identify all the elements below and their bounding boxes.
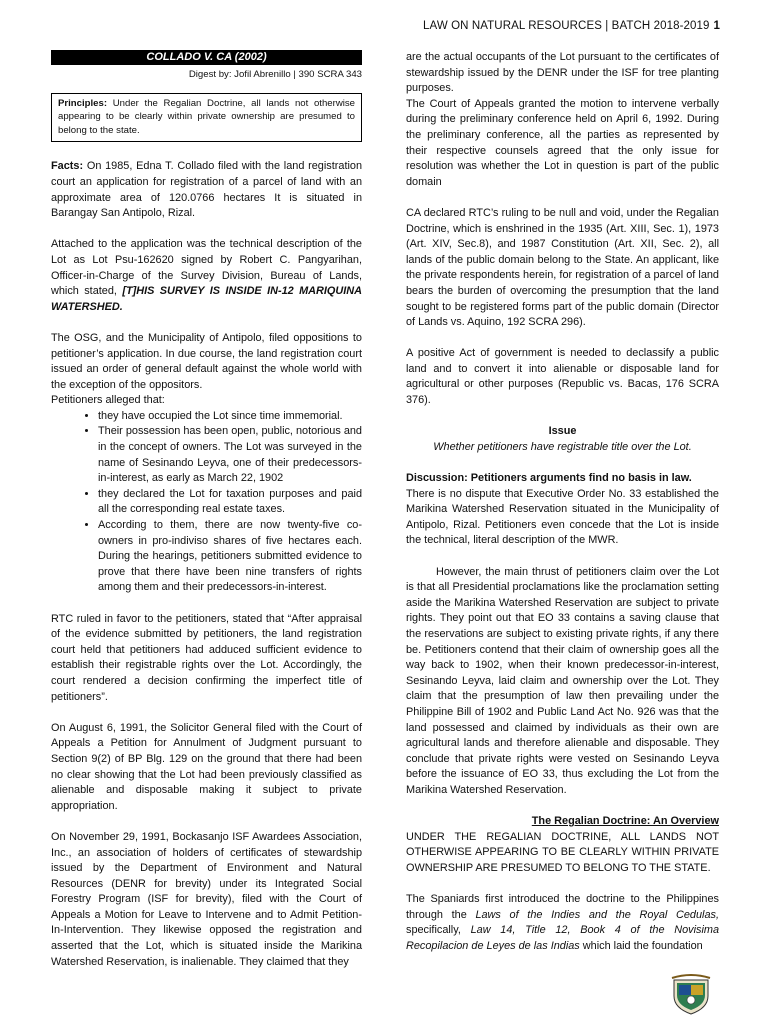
right-column bbox=[406, 50, 719, 954]
page-number: 1 bbox=[713, 20, 720, 32]
discussion-heading: Discussion: Petitioners arguments find no basis in law. bbox=[406, 472, 692, 485]
discussion-paragraph-2: However, the main thrust of petitioners claim over the Lot is that all Presidential proclamations like the proclamation setting aside the Marikina Watershed Reservation are subject to private rights. They point out that EO 33 contains a saving clause that the reservations are subject to existing private rights, if any there be. Petitioners contend that their claim of ownership goes all the way back to 1902, when their known predecessor-in-interest, Sesinando Leyva, laid claim and ownership over the Lot. They claim that the presumption of law then prevailing under the Philippine Bill of 1902 and Public Land Act No. 926 was that the land possessed and claimed by individuals as their own are agricultural lands and therefore alienable and disposable. They conclude that private rights were vested on Sesinando Leyva before the issuance of EO 33, thus excluding the Lot from the Marikina Watershed Reservation. bbox=[406, 565, 719, 796]
regalian-caps-statement: UNDER THE REGALIAN DOCTRINE, ALL LANDS NOT OTHERWISE APPEARING TO BE CLEARLY WITHIN PRIVATE OWNERSHIP ARE PRESUMED TO BELONG TO THE STATE. bbox=[406, 830, 719, 874]
running-header bbox=[423, 20, 720, 32]
case-title: COLLADO V. CA (2002) bbox=[51, 50, 362, 65]
ca-motion-paragraph: The Court of Appeals granted the motion to intervene verbally during the preliminary conference held on April 6, 1992. During the preliminary conference, all the parties as represented by their respective counsels agreed that the only issue for resolution was whether the Lot in question is part of the public domain bbox=[406, 97, 719, 188]
stewardship-paragraph: are the actual occupants of the Lot pursuant to the certificates of stewardship issued by the DENR under the ISF for tree planting purposes. bbox=[406, 51, 719, 95]
discussion-paragraph-1: There is no dispute that Executive Order No. 33 established the Marikina Watershed Reservation situated in the Municipality of Antipolo, Rizal. Petitioners even concede that the Lot is inside the technical, literal description of the MWR. bbox=[406, 487, 719, 547]
facts-paragraph-1: Facts: On 1985, Edna T. Collado filed with the land registration court an application for registration of a parcel of land with an approximate area of 120.0766 hectares It is situated in Barangay San Antipolo, Rizal. bbox=[51, 160, 362, 220]
issue-heading: Issue bbox=[548, 425, 577, 438]
rtc-ruling-paragraph: RTC ruled in favor to the petitioners, stated that “After appraisal of the evidence submitted by petitioners, the land registration court held that petitioners had adduced sufficient evidence to establish their registrable rights over the Lot. Accordingly, the court rendered a decision confirming the imperfect title of petitioners”. bbox=[51, 612, 362, 703]
left-column bbox=[51, 50, 362, 970]
alleged-intro: Petitioners alleged that: bbox=[51, 394, 165, 407]
ca-ruling-paragraph: CA declared RTC’s ruling to be null and void, under the Regalian Doctrine, which is enshrined in the 1935 (Art. XIII, Sec. 1), 1973 (Art. XIV, Sec.8), and 1987 Constitution (Art. XII, Sec. 2), all lands of the public domain belong to the State. An applicant, like the private respondents herein, for registration of a parcel of land bears the burden of overcoming the presumption that the land sought to be registered forms part of the public domain (Director of Lands vs. Aquino, 192 SCRA 296). bbox=[406, 206, 719, 329]
list-item: • Their possession has been open, public, notorious and in the concept of owners. The Lot was surveyed in the name of Sesinando Leyva, one of their predecessors-in-interest, as early as March 22, 1902 bbox=[98, 424, 362, 486]
principles-text: Under the Regalian Doctrine, all lands not otherwise appearing to be clearly within private ownership are presumed to belong to the state. bbox=[58, 97, 356, 136]
school-seal-icon bbox=[668, 970, 714, 1016]
list-item: • they declared the Lot for taxation purposes and paid all the corresponding real estate taxes. bbox=[98, 487, 362, 518]
solgen-petition-paragraph: On August 6, 1991, the Solicitor General filed with the Court of Appeals a Petition for Annulment of Judgment pursuant to Section 9(2) of BP Blg. 129 on the ground that there had been no clear showing that the Lot had been previously classified as alienable and disposable making it subject to private appropriation. bbox=[51, 721, 362, 812]
positive-act-paragraph: A positive Act of government is needed to declassify a public land and to convert it into alienable or disposable land for agricultural or other purposes (Republic vs. Bacas, 176 SCRA 376). bbox=[406, 347, 719, 407]
intervention-paragraph: On November 29, 1991, Bockasanjo ISF Awardees Association, Inc., an association of holders of certificates of stewardship issued by the Department of Environment and Natural Resources (DENR for brevity) under its Integrated Social Forestry Program (ISF for brevity), filed with the Court of Appeals a Motion for Leave to Intervene and to Admit Petition-In-Intervention. They likewise opposed the registration and asserted that the Lot, which is situated inside the Marikina Watershed Reservation, is inalienable. They claimed that they bbox=[51, 830, 362, 968]
facts-label: Facts: bbox=[51, 160, 84, 173]
regalian-heading: The Regalian Doctrine: An Overview bbox=[531, 815, 719, 828]
principles-box bbox=[51, 93, 362, 143]
running-title: LAW ON NATURAL RESOURCES | BATCH 2018-2019 bbox=[423, 20, 710, 32]
list-item: • they have occupied the Lot since time immemorial. bbox=[98, 409, 362, 425]
allegations-list bbox=[51, 409, 362, 596]
regalian-history-paragraph: The Spaniards first introduced the doctrine to the Philippines through the Laws of the Indies and the Royal Cedulas, specifically, Law 14, Title 12, Book 4 of the Novisima Recopilacion de Leyes de las Indias which laid the foundation bbox=[406, 893, 720, 952]
list-item: • According to them, there are now twenty-five co-owners in pro-indiviso shares of five hectares each. During the hearings, petitioners submitted evidence to prove that there have been nine transfers of rights among them and their predecessors-in-interest. bbox=[98, 518, 362, 596]
issue-text: Whether petitioners have registrable title over the Lot. bbox=[433, 440, 692, 453]
principles-label: Principles: bbox=[58, 97, 108, 109]
survey-emphasis: [T]HIS SURVEY IS INSIDE IN-12 MARIQUINA WATERSHED. bbox=[51, 285, 363, 313]
facts-paragraph-3: The OSG, and the Municipality of Antipolo, filed oppositions to petitioner’s application. In due course, the land registration court issued an order of general default against the whole world with the exception of the oppositors. bbox=[51, 331, 362, 391]
digest-credit: Digest by: Jofil Abrenillo | 390 SCRA 343 bbox=[188, 69, 362, 80]
facts-paragraph-2: Attached to the application was the technical description of the Lot as Lot Psu-162620 signed by Robert C. Pangyarihan, Officer-in-Charge of the Survey Division, Bureau of Lands, which stated, [T]HIS SURVEY IS INSIDE IN-12 MARIQUINA WATERSHED. bbox=[51, 238, 363, 313]
